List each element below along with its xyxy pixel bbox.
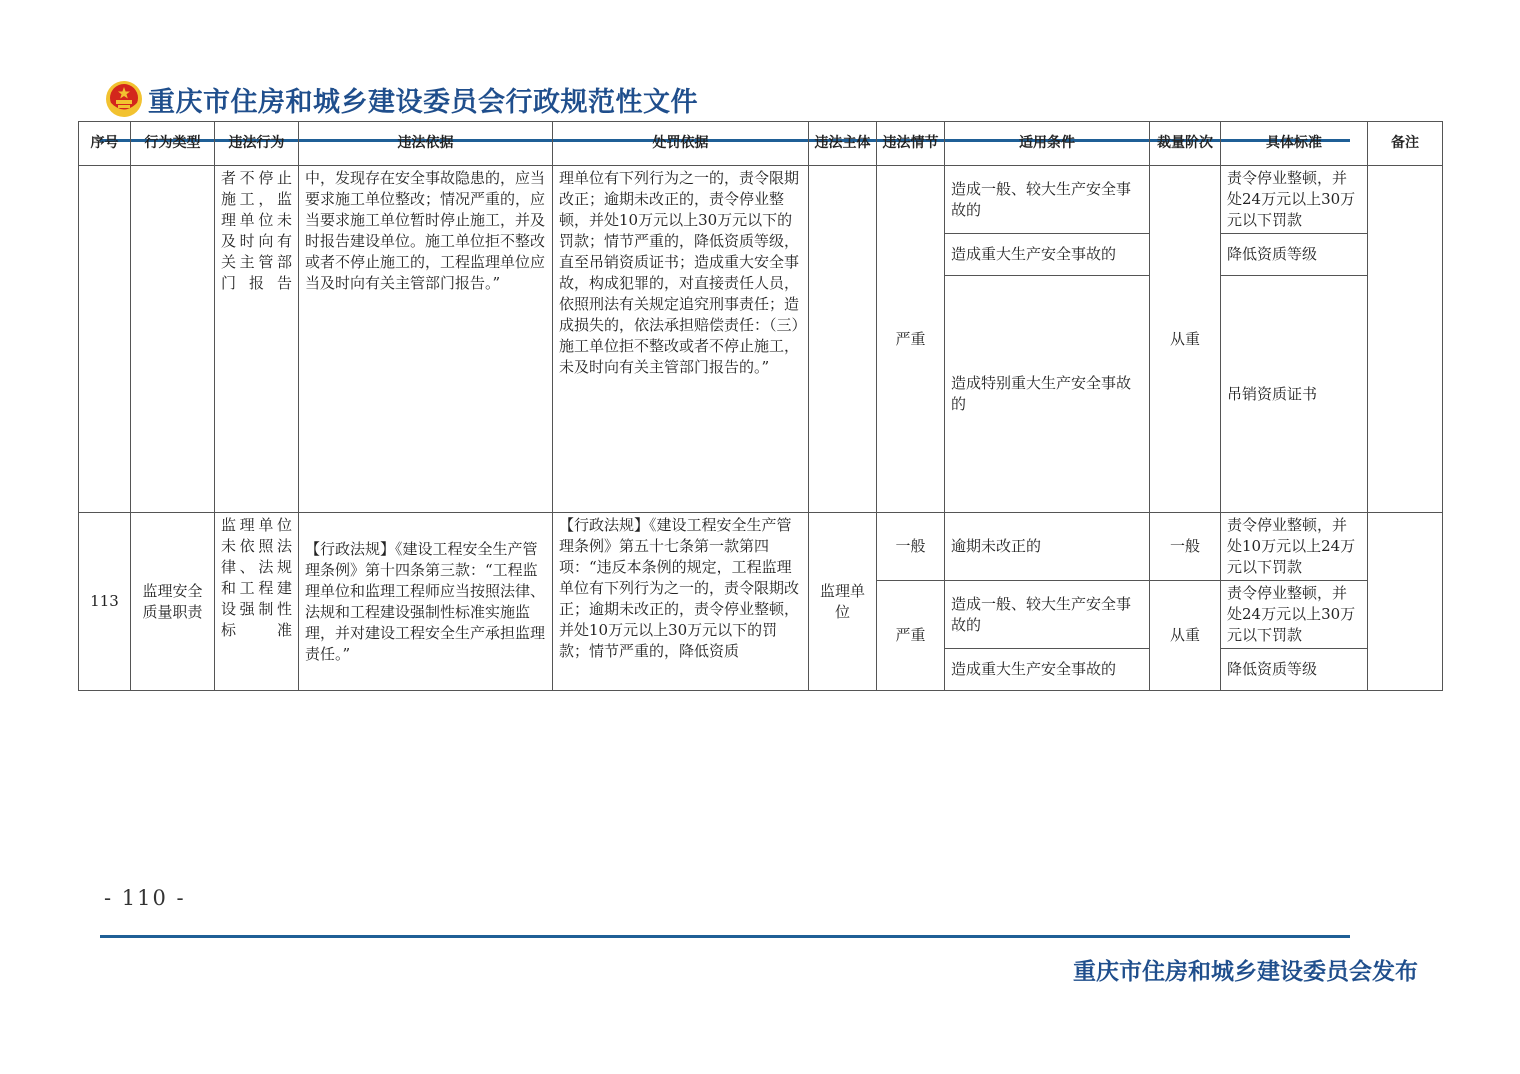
cell-standard: 降低资质等级 [1221, 649, 1368, 691]
cell-legal-basis: 【行政法规】《建设工程安全生产管理条例》第十四条第三款：“工程监理单位和监理工程师应当按照法律、法规和工程建设强制性标准实施监理，并对建设工程安全生产承担监理责任。” [299, 513, 553, 691]
cell-condition: 造成一般、较大生产安全事故的 [945, 166, 1150, 234]
column-header: 违法情节 [877, 122, 945, 166]
table-row [79, 166, 1443, 234]
cell-type [131, 166, 215, 513]
penalty-table [78, 121, 1443, 691]
column-header: 违法行为 [215, 122, 299, 166]
column-header: 备注 [1368, 122, 1443, 166]
page-number: - 110 - [104, 886, 186, 910]
column-header: 违法主体 [809, 122, 877, 166]
table-row [79, 513, 1443, 581]
publisher: 重庆市住房和城乡建设委员会发布 [1073, 959, 1418, 985]
cell-level: 从重 [1150, 581, 1221, 691]
column-header: 处罚依据 [553, 122, 809, 166]
cell-penalty-basis: 理单位有下列行为之一的，责令限期改正；逾期未改正的，责令停业整顿，并处10万元以上30万元以下的罚款；情节严重的，降低资质等级，直至吊销资质证书；造成重大安全事故，构成犯罪的，对直接责任人员，依照刑法有关规定追究刑事责任；造成损失的，依法承担赔偿责任：（三）施工单位拒不整改或者不停止施工，未及时向有关主管部门报告的。” [553, 166, 809, 513]
cell-standard: 责令停业整顿，并处24万元以上30万元以下罚款 [1221, 166, 1368, 234]
cell-no: 113 [79, 513, 131, 691]
document-title: 重庆市住房和城乡建设委员会行政规范性文件 [148, 86, 698, 118]
national-emblem-icon [104, 79, 144, 119]
cell-standard: 责令停业整顿，并处24万元以上30万元以下罚款 [1221, 581, 1368, 649]
cell-subject: 监理单位 [809, 513, 877, 691]
cell-level: 从重 [1150, 166, 1221, 513]
cell-subject [809, 166, 877, 513]
column-header: 裁量阶次 [1150, 122, 1221, 166]
cell-remark [1368, 513, 1443, 691]
table-header-row [79, 122, 1443, 166]
cell-type: 监理安全质量职责 [131, 513, 215, 691]
cell-behavior: 监理单位未依照法律、法规和工程建设强制性标准 [215, 513, 299, 691]
cell-standard: 降低资质等级 [1221, 234, 1368, 276]
cell-circumstance: 严重 [877, 581, 945, 691]
footer-rule [100, 935, 1350, 938]
column-header: 序号 [79, 122, 131, 166]
cell-level: 一般 [1150, 513, 1221, 581]
cell-standard: 吊销资质证书 [1221, 276, 1368, 513]
cell-remark [1368, 166, 1443, 513]
cell-legal-basis: 中，发现存在安全事故隐患的，应当要求施工单位整改；情况严重的，应当要求施工单位暂时停止施工，并及时报告建设单位。施工单位拒不整改或者不停止施工的，工程监理单位应当及时向有关主管部门报告。” [299, 166, 553, 513]
column-header: 适用条件 [945, 122, 1150, 166]
cell-behavior: 者不停止施工，监理单位未及时向有关主管部门报告 [215, 166, 299, 513]
cell-standard: 责令停业整顿，并处10万元以上24万元以下罚款 [1221, 513, 1368, 581]
column-header: 违法依据 [299, 122, 553, 166]
cell-circumstance: 一般 [877, 513, 945, 581]
cell-penalty-basis: 【行政法规】《建设工程安全生产管理条例》第五十七条第一款第四项：“违反本条例的规定，工程监理单位有下列行为之一的，责令限期改正；逾期未改正的，责令停业整顿，并处10万元以上30万元以下的罚款；情节严重的，降低资质 [553, 513, 809, 691]
column-header: 行为类型 [131, 122, 215, 166]
column-header: 具体标准 [1221, 122, 1368, 166]
cell-condition: 造成重大生产安全事故的 [945, 649, 1150, 691]
cell-condition: 逾期未改正的 [945, 513, 1150, 581]
cell-condition: 造成一般、较大生产安全事故的 [945, 581, 1150, 649]
cell-circumstance: 严重 [877, 166, 945, 513]
document-header [104, 78, 698, 120]
cell-no [79, 166, 131, 513]
cell-condition: 造成特别重大生产安全事故的 [945, 276, 1150, 513]
cell-condition: 造成重大生产安全事故的 [945, 234, 1150, 276]
